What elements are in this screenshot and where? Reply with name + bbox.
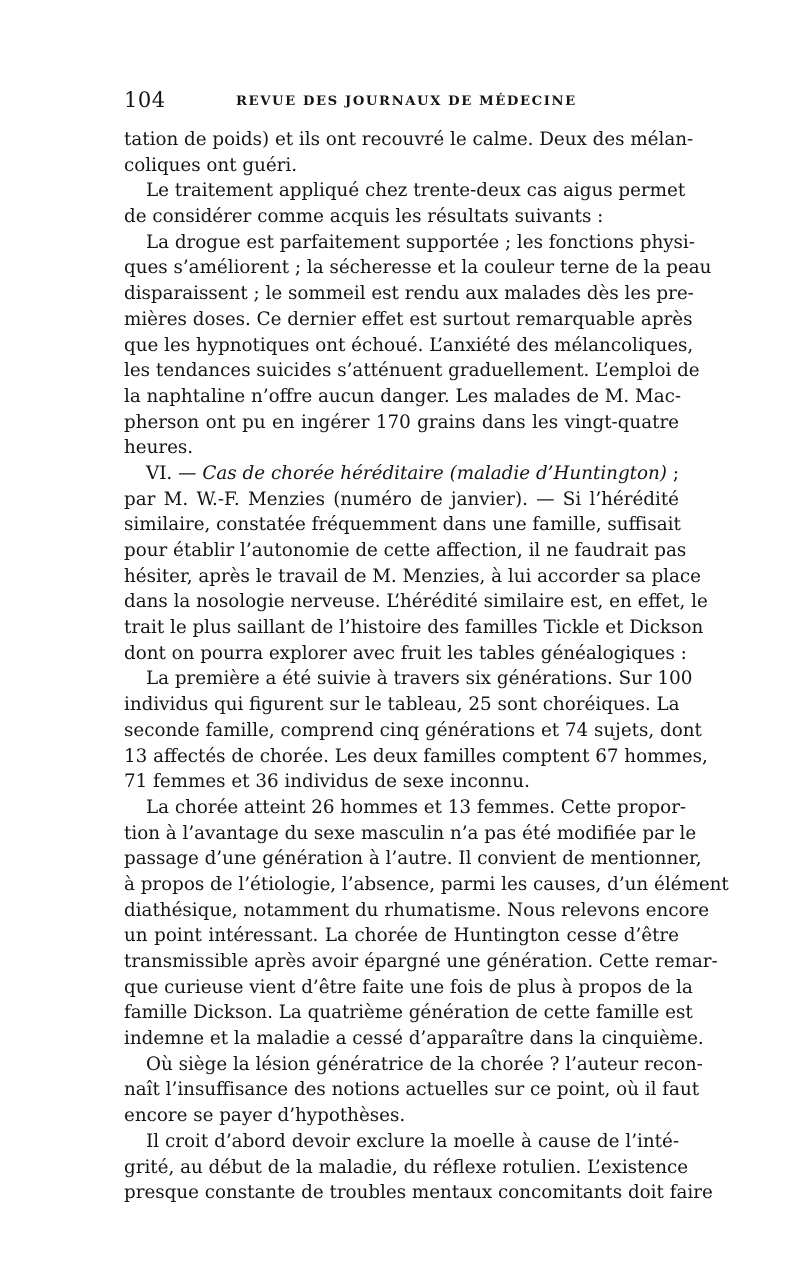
text-line: par M. W.-F. Menzies (numéro de janvier). — Si l’hérédité (124, 488, 679, 510)
text-line: hésiter, après le travail de M. Menzies, à lui accorder sa place (124, 565, 701, 587)
text-line: de considérer comme acquis les résultats suivants : (124, 206, 604, 228)
text-line: indemne et la maladie a cessé d’apparaître dans la cinquième. (124, 1028, 704, 1050)
text-line: famille Dickson. La quatrième génération de cette famille est (124, 1002, 693, 1024)
section-title: Cas de chorée héréditaire (maladie d’Huntington) (202, 462, 667, 484)
text-line: les tendances suicides s’atténuent graduellement. L’emploi de (124, 360, 700, 382)
text-line: un point intéressant. La chorée de Huntington cesse d’être (124, 925, 679, 947)
text-line: tion à l’avantage du sexe masculin n’a pas été modifiée par le (124, 822, 697, 844)
text-line: que les hypnotiques ont échoué. L’anxiété des mélancoliques, (124, 334, 694, 356)
section-heading-line (124, 461, 679, 487)
text-line: pour établir l’autonomie de cette affection, il ne faudrait pas (124, 540, 687, 561)
text-line: la naphtaline n’offre aucun danger. Les malades de M. Mac- (124, 385, 682, 407)
text-line: La chorée atteint 26 hommes et 13 femmes. Cette propor- (146, 796, 687, 818)
text-line: dans la nosologie nerveuse. L’hérédité similaire est, en effet, le (124, 591, 708, 613)
text-line: ques s’améliorent ; la sécheresse et la couleur terne de la peau (124, 257, 712, 279)
text-line: heures. (124, 437, 194, 459)
text-line: La première a été suivie à travers six générations. Sur 100 (146, 668, 693, 690)
text-line: encore se payer d’hypothèses. (124, 1105, 406, 1127)
page-header (124, 88, 680, 118)
section-number: VI. — (146, 462, 203, 484)
body-text (124, 127, 729, 1206)
text-line: à propos de l’étiologie, l’absence, parmi les causes, d’un élément (124, 873, 729, 895)
text-line: presque constante de troubles mentaux concomitants doit faire (124, 1182, 713, 1204)
text-line: transmissible après avoir épargné une génération. Cette remar- (124, 951, 718, 972)
section-heading-punctuation: ; (666, 462, 679, 484)
text-line: La drogue est parfaitement supportée ; les fonctions physi- (146, 231, 695, 253)
text-line: Où siège la lésion génératrice de la chorée ? l’auteur recon- (146, 1053, 703, 1075)
text-line: tation de poids) et ils ont recouvré le calme. Deux des mélan- (124, 129, 694, 150)
running-title: REVUE DES JOURNAUX DE MÉDECINE (236, 94, 577, 109)
text-line: Il croit d’abord devoir exclure la moelle à cause de l’inté- (146, 1130, 679, 1152)
text-line: mières doses. Ce dernier effet est surtout remarquable après (124, 308, 693, 330)
text-line: diathésique, notamment du rhumatisme. Nous relevons encore (124, 899, 710, 921)
text-line: individus qui figurent sur le tableau, 25 sont choréiques. La (124, 694, 680, 716)
text-line: dont on pourra explorer avec fruit les tables généalogiques : (124, 642, 687, 664)
text-line: pherson ont pu en ingérer 170 grains dans les vingt-quatre (124, 411, 679, 433)
text-line: similaire, constatée fréquemment dans une famille, suffisait (124, 514, 681, 536)
text-line: passage d’une génération à l’autre. Il convient de mentionner, (124, 848, 702, 870)
text-line: disparaissent ; le sommeil est rendu aux malades dès les pre- (124, 283, 694, 305)
text-line: coliques ont guéri. (124, 154, 298, 176)
text-line: grité, au début de la maladie, du réflexe rotulien. L’existence (124, 1156, 689, 1178)
page-number: 104 (124, 88, 166, 112)
text-line: Le traitement appliqué chez trente-deux cas aigus permet (146, 180, 686, 202)
text-line: seconde famille, comprend cinq générations et 74 sujets, dont (124, 719, 702, 741)
text-line: que curieuse vient d’être faite une fois de plus à propos de la (124, 976, 693, 998)
text-line: naît l’insuffisance des notions actuelles sur ce point, où il faut (124, 1079, 700, 1101)
text-line: 13 affectés de chorée. Les deux familles comptent 67 hommes, (124, 745, 708, 767)
text-line: trait le plus saillant de l’histoire des familles Tickle et Dickson (124, 617, 704, 639)
text-line: 71 femmes et 36 individus de sexe inconnu. (124, 771, 530, 793)
